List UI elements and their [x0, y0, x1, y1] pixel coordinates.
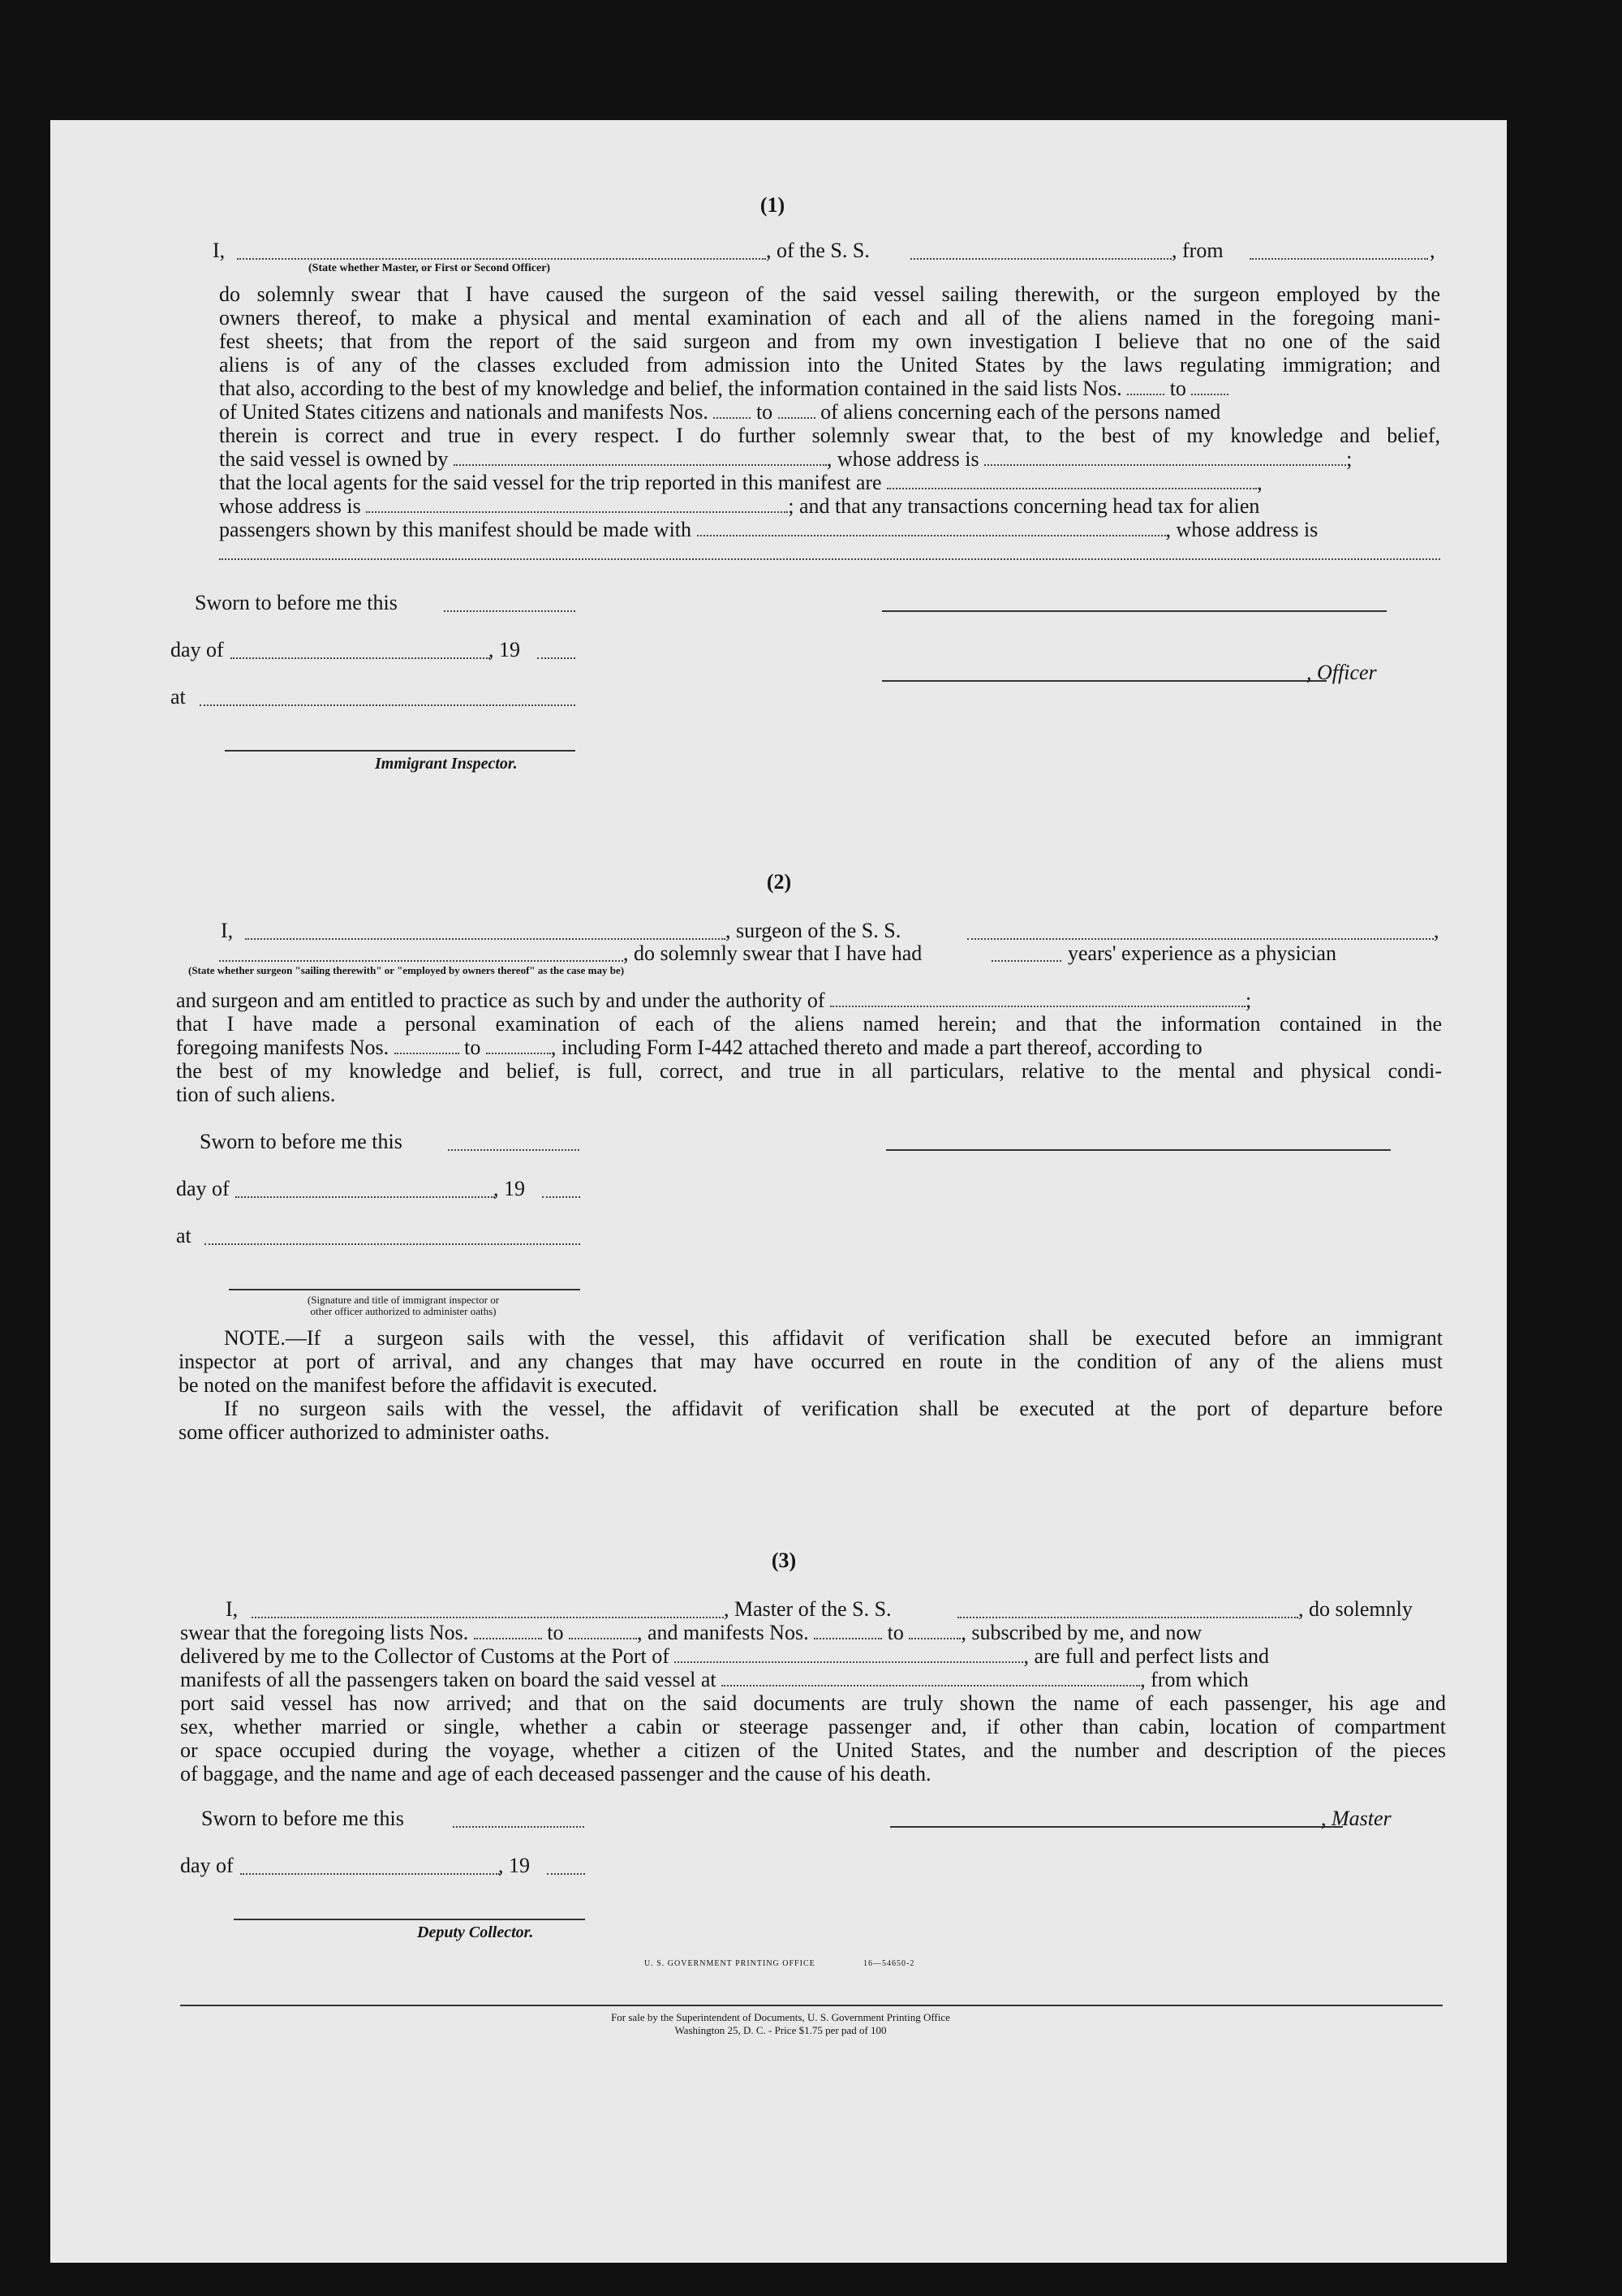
s2-sworn-day-field[interactable]	[448, 1149, 579, 1151]
s3-paragraph-line-2	[180, 1621, 1446, 1644]
s1-paragraph-line-2: owners thereof, to make a physical and mental examination of each and all of the aliens named in the foregoing mani-	[219, 306, 1440, 330]
s3-month-field[interactable]	[240, 1873, 500, 1875]
s2-year-field[interactable]	[542, 1196, 580, 1198]
s1-agents-field[interactable]	[887, 472, 1257, 489]
s3-port-label: delivered by me to the Collector of Customs at the Port of	[180, 1644, 669, 1668]
s3-line1-i: I,	[226, 1597, 239, 1621]
s1-lists-to-field[interactable]	[1191, 377, 1228, 395]
s1-vessel-field[interactable]	[910, 258, 1172, 260]
s3-year-label: , 19	[498, 1854, 530, 1877]
s2-line1-end: ,	[1434, 919, 1439, 942]
s3-collector-label: Deputy Collector.	[417, 1923, 534, 1941]
s3-from-which-label: , from which	[1140, 1668, 1249, 1691]
s3-manifests-from-field[interactable]	[814, 1622, 882, 1639]
s1-inspector-signature-line[interactable]	[225, 750, 575, 752]
s2-surgeon-name-field[interactable]	[245, 938, 725, 940]
s1-owner-address-field[interactable]	[984, 448, 1346, 466]
s3-year-field[interactable]	[547, 1873, 585, 1875]
s1-year-field[interactable]	[537, 657, 575, 659]
s1-head-tax-address-field[interactable]	[219, 558, 1440, 560]
s3-boarded-port-field[interactable]	[721, 1669, 1140, 1686]
s2-manifests-label: foregoing manifests Nos.	[176, 1036, 389, 1059]
s3-master-name-field[interactable]	[252, 1617, 724, 1618]
s3-lists-from-field[interactable]	[474, 1622, 542, 1639]
s1-owner-address-label: , whose address is	[826, 447, 979, 471]
s1-officer-signature-line[interactable]	[882, 610, 1387, 612]
s1-at-field[interactable]	[200, 704, 575, 706]
s1-manifests-from-field[interactable]	[713, 401, 751, 419]
sale-line-2: Washington 25, D. C. - Price $1.75 per pad of 100	[674, 2024, 887, 2036]
s1-paragraph-line-11	[219, 518, 1440, 541]
s2-experience-label: years' experience as a physician	[1068, 941, 1336, 965]
s1-paragraph-line-10	[219, 494, 1440, 518]
s2-note-line-1: NOTE.—If a surgeon sails with the vessel, this affidavit of verification shall be executed before an immigrant	[224, 1326, 1443, 1350]
s1-head-tax-label: passengers shown by this manifest should be made with	[219, 518, 692, 541]
s3-lists-to-label: to	[547, 1621, 564, 1644]
s3-sworn-label: Sworn to before me this	[201, 1807, 404, 1830]
s3-boarded-label: manifests of all the passengers taken on board the said vessel at	[180, 1668, 716, 1691]
s2-at-field[interactable]	[204, 1243, 580, 1245]
s3-paragraph-line-4	[180, 1668, 1446, 1691]
s2-swear-label: , do solemnly swear that I have had	[623, 941, 923, 965]
s3-manifests-to-field[interactable]	[909, 1622, 961, 1639]
s3-lists-label: swear that the foregoing lists Nos.	[180, 1621, 469, 1644]
s1-line6-text: of United States citizens and nationals and manifests Nos.	[219, 400, 708, 424]
s2-day-of-label: day of	[176, 1177, 230, 1200]
s2-paragraph-line-5: tion of such aliens.	[176, 1083, 336, 1106]
s1-head-tax-agent-field[interactable]	[697, 519, 1166, 536]
s3-subscribed-label: , subscribed by me, and now	[961, 1621, 1203, 1644]
s1-from-field[interactable]	[1250, 258, 1428, 260]
s1-line1-from-label: , from	[1172, 239, 1224, 262]
form-sheet	[50, 120, 1507, 2263]
s2-inspector-signature-line[interactable]	[229, 1289, 580, 1290]
s2-manifests-from-field[interactable]	[394, 1036, 459, 1054]
s1-line9-end: ,	[1257, 471, 1263, 494]
s2-note-line-2: inspector at port of arrival, and any changes that may have occurred en route in the condition of any of the aliens must	[179, 1350, 1443, 1373]
s2-surgeon-signature-line[interactable]	[886, 1149, 1391, 1151]
s1-sworn-label: Sworn to before me this	[195, 591, 398, 614]
s1-paragraph-line-5	[219, 377, 1440, 400]
s2-authority-field[interactable]	[830, 989, 1246, 1007]
sale-line-1: For sale by the Superintendent of Documents, U. S. Government Printing Office	[611, 2011, 950, 2023]
s2-authority-label: and surgeon and am entitled to practice as such by and under the authority of	[176, 989, 825, 1012]
s2-note-line-4: If no surgeon sails with the vessel, the affidavit of verification shall be executed at the port of departure before	[224, 1397, 1443, 1420]
s1-paragraph-line-9	[219, 471, 1440, 494]
s3-master-signature-line[interactable]	[890, 1826, 1343, 1828]
s1-head-tax-text: ; and that any transactions concerning head tax for alien	[788, 494, 1260, 518]
s2-surgeon-caption: (State whether surgeon "sailing therewith" or "employed by owners thereof" as the case may be)	[188, 964, 625, 976]
s3-paragraph-line-6: sex, whether married or single, whether a cabin or steerage passenger and, if other than cabin, location of compartment	[180, 1715, 1446, 1738]
s2-line1-i: I,	[221, 919, 234, 942]
s3-master-label: , Master of the S. S.	[724, 1597, 892, 1621]
s1-paragraph-line-7: therein is correct and true in every respect. I do further solemnly swear that, to the best of my knowledge and belief,	[219, 424, 1440, 447]
s1-agents-address-label: whose address is	[219, 494, 361, 518]
s1-paragraph-line-8	[219, 447, 1440, 471]
s1-paragraph-line-1: do solemnly swear that I have caused the surgeon of the said vessel sailing therewith, or the surgeon employed by the	[219, 282, 1440, 306]
s1-officer-label: , Officer	[1306, 661, 1377, 684]
s2-note-line-5: some officer authorized to administer oaths.	[179, 1420, 550, 1444]
s2-form-text: , including Form I-442 attached thereto and made a part thereof, according to	[550, 1036, 1203, 1059]
s1-officer-title-field[interactable]	[237, 258, 766, 260]
s1-paragraph-line-4: aliens is of any of the classes excluded from admission into the United States by the laws regulating immigration; and	[219, 353, 1440, 377]
s3-manifests-label: , and manifests Nos.	[637, 1621, 809, 1644]
s2-paragraph-line-3	[176, 1036, 1442, 1059]
s2-signature-caption-2: other officer authorized to administer oaths)	[310, 1305, 497, 1317]
s3-paragraph-line-3	[180, 1644, 1446, 1668]
s1-month-field[interactable]	[230, 657, 490, 659]
section-2-heading: (2)	[766, 870, 792, 894]
printing-office-label: U. S. GOVERNMENT PRINTING OFFICE	[644, 1959, 815, 1968]
s1-sworn-day-field[interactable]	[444, 610, 575, 612]
s2-surgeon-of-label: , surgeon of the S. S.	[725, 919, 901, 942]
s1-paragraph-line-6	[219, 400, 1440, 424]
s3-port-field[interactable]	[674, 1645, 1023, 1663]
s1-owned-by-label: the said vessel is owned by	[219, 447, 449, 471]
s1-line5-to: to	[1169, 377, 1186, 400]
s1-line6-tail: of aliens concerning each of the persons named	[820, 400, 1221, 424]
s1-paragraph-line-3: fest sheets; that from the report of the said surgeon and from my own investigation I believe that no one of the said	[219, 330, 1440, 353]
s1-line6-to: to	[755, 400, 773, 424]
s1-line1-i: I,	[213, 239, 226, 262]
s3-paragraph-line-5: port said vessel has now arrived; and that on the said documents are truly shown the name of each passenger, his age and	[180, 1691, 1446, 1715]
s1-manifests-to-field[interactable]	[778, 401, 815, 419]
s2-paragraph-line-4: the best of my knowledge and belief, is full, correct, and true in all particulars, relative to the mental and physical condi-	[176, 1059, 1442, 1083]
s3-lists-to-field[interactable]	[569, 1622, 637, 1639]
s3-paragraph-line-7: or space occupied during the voyage, whether a citizen of the United States, and the number and description of the pieces	[180, 1738, 1446, 1762]
s1-inspector-label: Immigrant Inspector.	[375, 755, 518, 773]
s1-line5-text: that also, according to the best of my knowledge and belief, the information contained in the said lists Nos.	[219, 377, 1122, 400]
s2-vessel-field[interactable]	[967, 938, 1434, 940]
s3-day-of-label: day of	[180, 1854, 234, 1877]
s2-month-field[interactable]	[235, 1196, 495, 1198]
s1-officer-caption: (State whether Master, or First or Second Officer)	[308, 262, 551, 274]
s2-years-field[interactable]	[992, 960, 1061, 962]
s3-collector-signature-line[interactable]	[234, 1919, 585, 1920]
s3-vessel-field[interactable]	[957, 1617, 1298, 1618]
s2-surgeon-type-field[interactable]	[219, 960, 623, 962]
s1-line8-end: ;	[1346, 447, 1353, 471]
s1-lists-from-field[interactable]	[1127, 377, 1164, 395]
s1-line1-comma: ,	[1430, 239, 1435, 262]
s3-perfect-lists-label: , are full and perfect lists and	[1023, 1644, 1269, 1668]
s1-year-label: , 19	[488, 638, 520, 661]
s3-sworn-day-field[interactable]	[453, 1826, 584, 1828]
s1-agents-label: that the local agents for the said vessel for the trip reported in this manifest are	[219, 471, 882, 494]
s1-at-label: at	[170, 685, 186, 709]
s3-paragraph-line-8: of baggage, and the name and age of each deceased passenger and the cause of his death.	[180, 1762, 931, 1786]
s2-manifests-to-field[interactable]	[486, 1036, 551, 1054]
s2-signature-caption-1: (Signature and title of immigrant inspector or	[307, 1294, 500, 1306]
s3-master-sign-label: , Master	[1321, 1807, 1392, 1830]
s2-note-line-3: be noted on the manifest before the affidavit is executed.	[179, 1373, 658, 1397]
s2-paragraph-line-2: that I have made a personal examination of each of the aliens named herein; and that the information contained in the	[176, 1012, 1442, 1036]
s3-solemnly-label: , do solemnly	[1298, 1597, 1413, 1621]
s2-year-label: , 19	[493, 1177, 525, 1200]
s1-day-of-label: day of	[170, 638, 224, 661]
s2-paragraph-line-1	[176, 989, 1442, 1012]
s3-manifests-to-label: to	[887, 1621, 904, 1644]
s1-line1-vessel-label: , of the S. S.	[766, 239, 870, 262]
s2-line1-end: ;	[1246, 989, 1252, 1012]
s2-sworn-label: Sworn to before me this	[200, 1130, 402, 1153]
form-code-label: 16—54650-2	[863, 1959, 915, 1968]
s1-head-tax-address-label: , whose address is	[1165, 518, 1319, 541]
s2-at-label: at	[176, 1224, 191, 1247]
s2-manifests-to-label: to	[464, 1036, 481, 1059]
s1-officer-name-line[interactable]	[882, 680, 1327, 682]
footer-rule	[180, 2005, 1443, 2006]
s1-agents-address-field[interactable]	[366, 495, 788, 513]
section-3-heading: (3)	[771, 1549, 797, 1572]
section-1-heading: (1)	[759, 193, 785, 217]
s1-owner-field[interactable]	[454, 448, 827, 466]
